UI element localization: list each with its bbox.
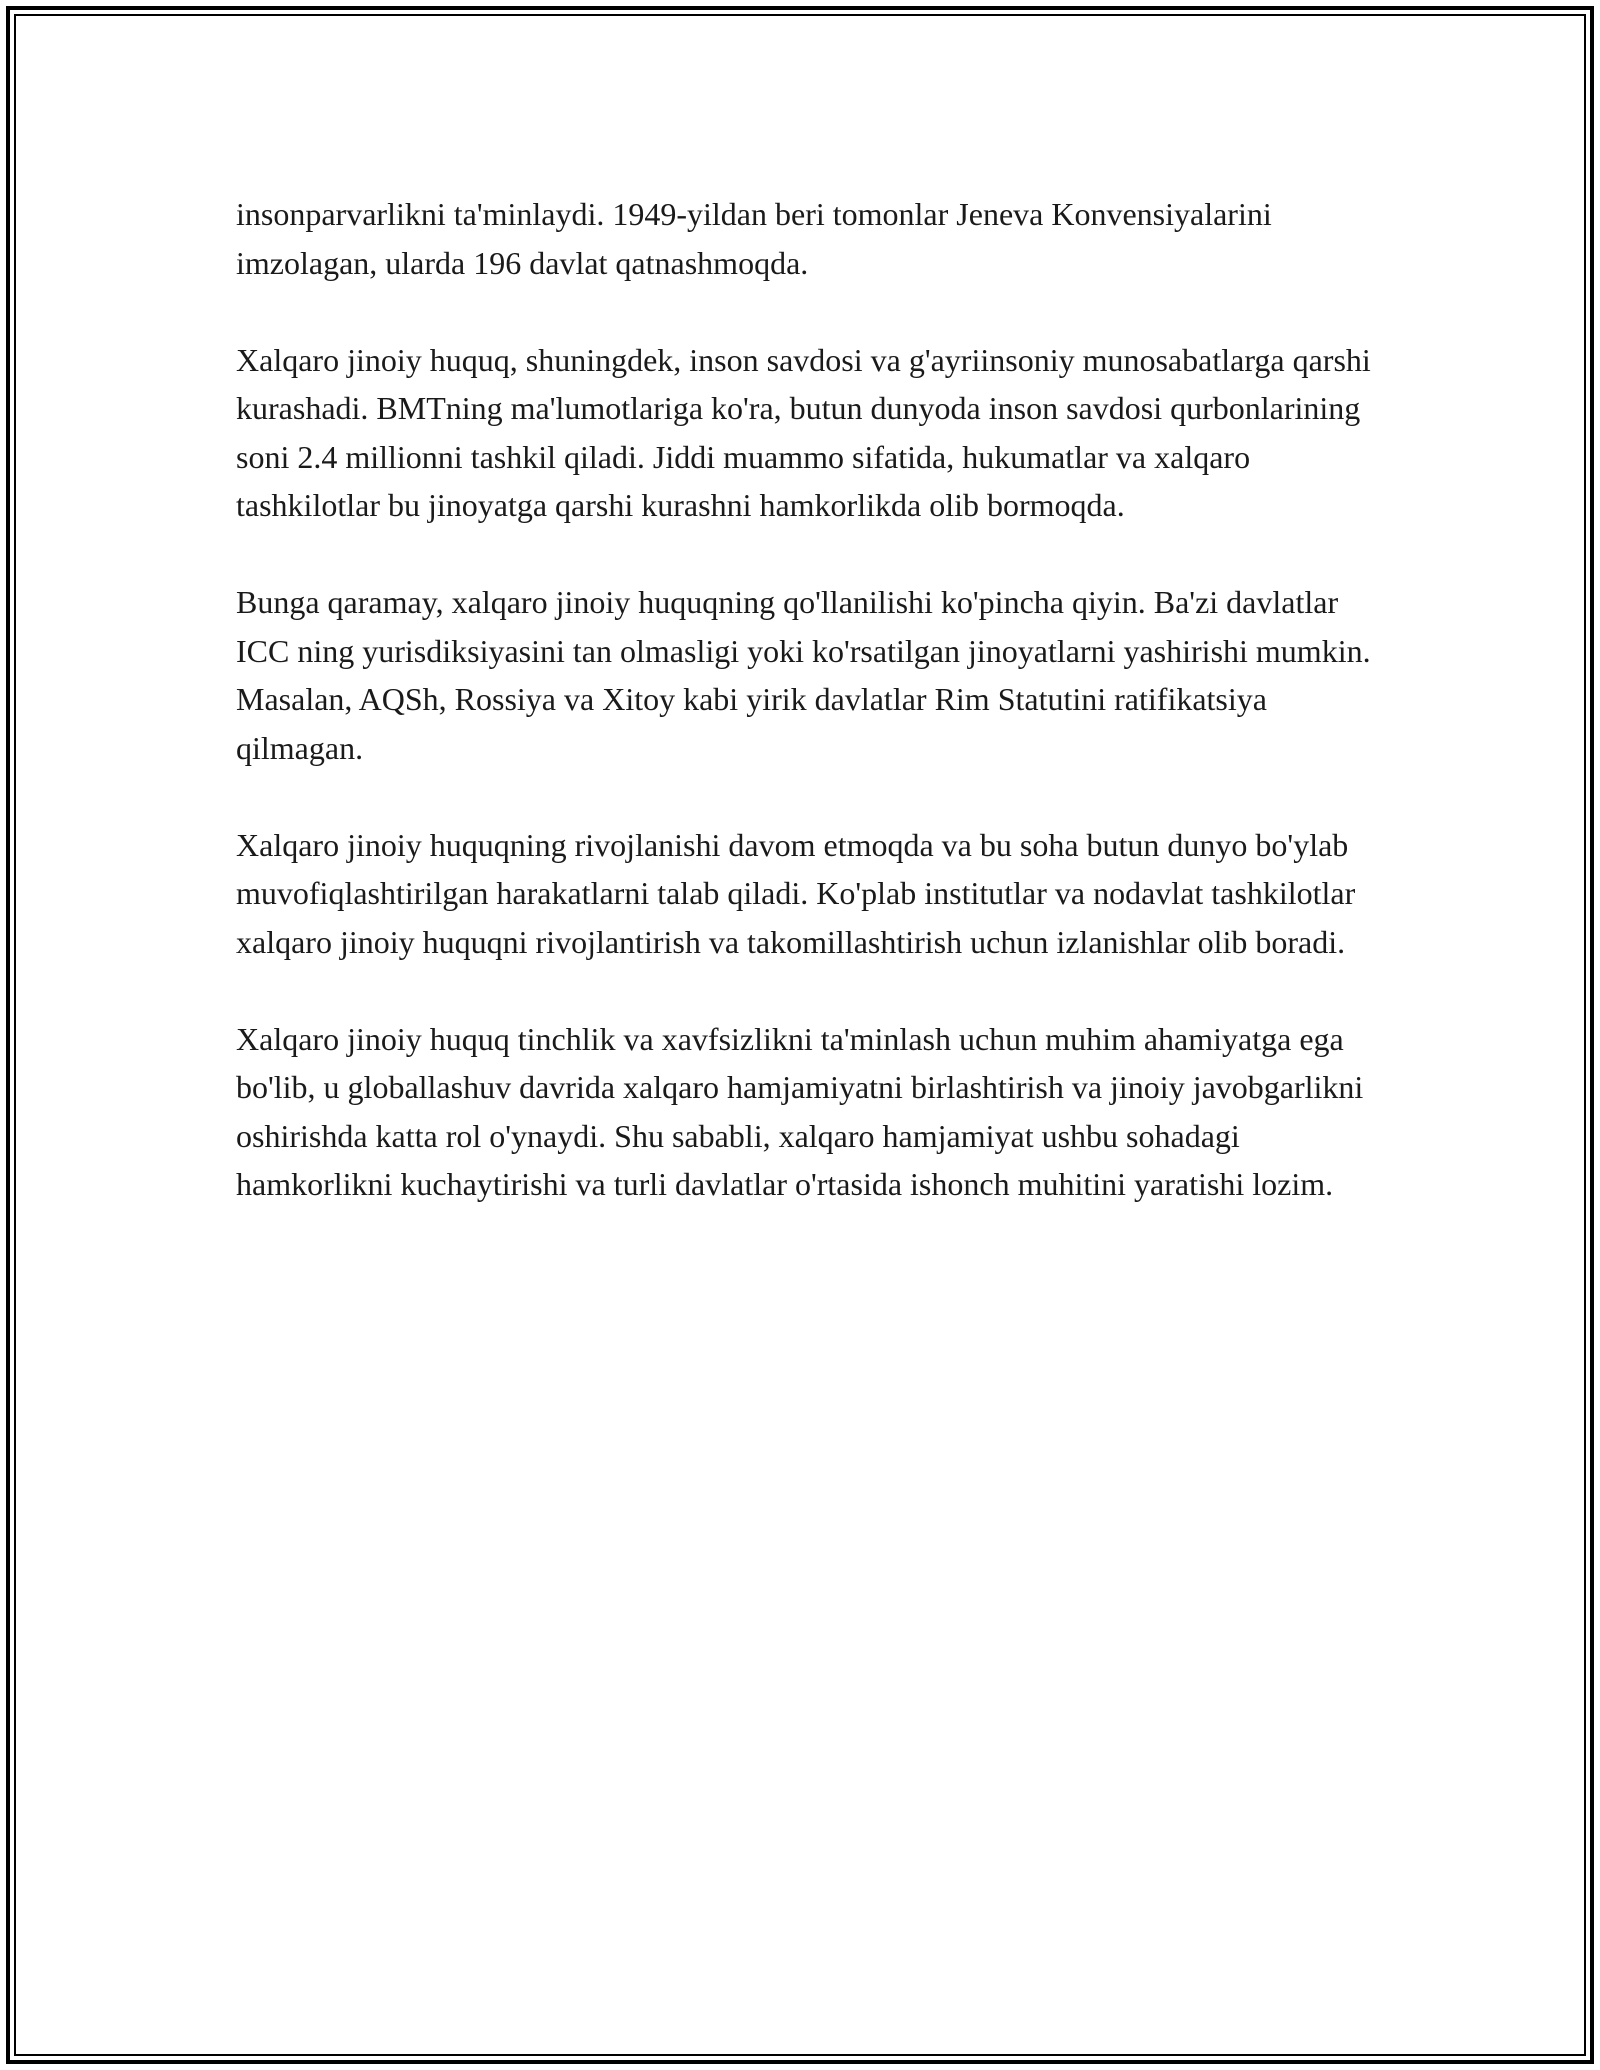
paragraph-icc-jurisdiction: Bunga qaramay, xalqaro jinoiy huquqning qo'llanilishi ko'pincha qiyin. Ba'zi davlatlar ICC ning yurisdiksiyasini tan olmasligi yoki ko'rsatilgan jinoyatlarni yashirishi mumkin. Masalan, AQSh, Rossiya va Xitoy kabi yirik davlatlar Rim Statutini ratifikatsiya qilmagan. bbox=[236, 584, 1371, 766]
paragraph-geneva-conventions: insonparvarlikni ta'minlaydi. 1949-yildan beri tomonlar Jeneva Konvensiyalarini imzolagan, ularda 196 davlat qatnashmoqda. bbox=[236, 196, 1272, 281]
paragraph-conclusion: Xalqaro jinoiy huquq tinchlik va xavfsizlikni ta'minlash uchun muhim ahamiyatga ega bo'lib, u globallashuv davrida xalqaro hamjamiyatni birlashtirish va jinoiy javobgarlikni oshirishda katta rol o'ynaydi. Shu sababli, xalqaro hamjamiyat ushbu sohadagi hamkorlikni kuchaytirishi va turli davlatlar o'rtasida ishonch muhitini yaratishi lozim. bbox=[236, 1020, 1364, 1202]
paragraph-development: Xalqaro jinoiy huquqning rivojlanishi davom etmoqda va bu soha butun dunyo bo'ylab muvofiqlashtirilgan harakatlarni talab qiladi. Ko'plab institutlar va nodavlat tashkilotlar xalqaro jinoiy huquqni rivojlantirish va takomillashtirish uchun izlanishlar olib boradi. bbox=[236, 826, 1356, 960]
document-body bbox=[236, 190, 1376, 1257]
paragraph-human-trafficking: Xalqaro jinoiy huquq, shuningdek, inson savdosi va g'ayriinsoniy munosabatlarga qarshi kurashadi. BMTning ma'lumotlariga ko'ra, butun dunyoda inson savdosi qurbonlarining soni 2.4 millionni tashkil qiladi. Jiddi muammo sifatida, hukumatlar va xalqaro tashkilotlar bu jinoyatga qarshi kurashni hamkorlikda olib bormoqda. bbox=[236, 341, 1371, 523]
